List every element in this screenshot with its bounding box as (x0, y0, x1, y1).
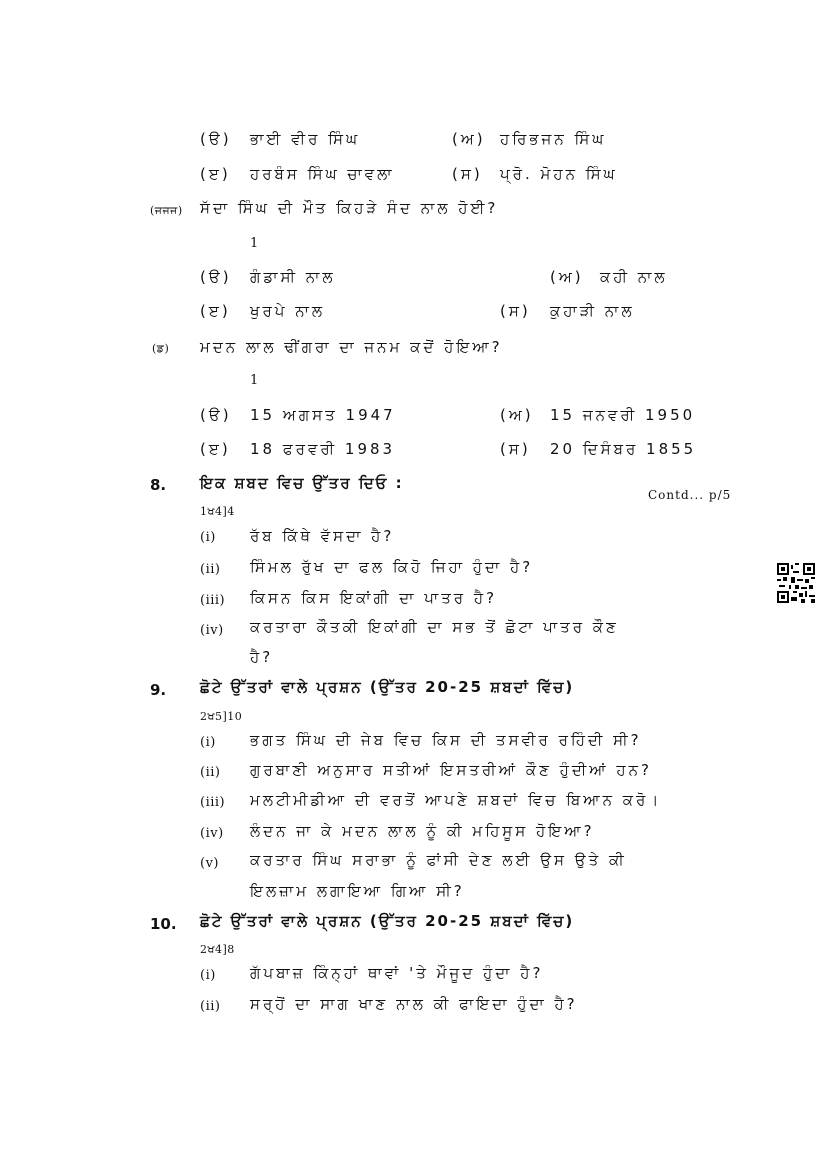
question-label: (ਜਜਜ) (150, 204, 183, 217)
item-text: ਸਿੰਮਲ ਰੁੱਖ ਦਾ ਫਲ ਕਿਹੋ ਜਿਹਾ ਹੁੰਦਾ ਹੈ? (250, 558, 534, 576)
option-marker: (ੳ) (200, 406, 232, 424)
item-label: (iii) (200, 593, 226, 608)
option-marker: (ੲ) (200, 440, 231, 458)
option-text: ਹਰਿਭਜਨ ਸਿੰਘ (500, 130, 607, 148)
item-text: ਕਰਤਾਰ ਸਿੰਘ ਸਰਾਭਾ ਨੂੰ ਫਾਂਸੀ ਦੇਣ ਲਈ ਉਸ ਉਤੇ ਕੀ (250, 851, 627, 869)
item-label: (i) (200, 530, 216, 545)
option-text: ਭਾਈ ਵੀਰ ਸਿੰਘ (250, 130, 361, 148)
option-marker: (ਅ) (500, 406, 534, 424)
item-label: (i) (200, 968, 216, 983)
item-text-continued: ਇਲਜ਼ਾਮ ਲਗਾਇਆ ਗਿਆ ਸੀ? (250, 882, 465, 900)
question-number: 9. (150, 681, 167, 699)
item-text: ਗੁਰਬਾਣੀ ਅਨੁਸਾਰ ਸਤੀਆਂ ਇਸਤਰੀਆਂ ਕੌਣ ਹੁੰਦੀਆਂ ਹਨ? (250, 761, 652, 779)
item-label: (iv) (200, 623, 224, 638)
option-text: 15 ਅਗਸਤ 1947 (250, 406, 396, 424)
option-text: 15 ਜਨਵਰੀ 1950 (550, 406, 696, 424)
section-heading: ਇਕ ਸ਼ਬਦ ਵਿਚ ਉੱਤਰ ਦਿਓ : (200, 474, 404, 492)
item-text: ਲੰਦਨ ਜਾ ਕੇ ਮਦਨ ਲਾਲ ਨੂੰ ਕੀ ਮਹਿਸੂਸ ਹੋਇਆ? (250, 822, 595, 840)
section-marks: 2ਖ5]10 (200, 710, 243, 723)
option-text: 18 ਫਰਵਰੀ 1983 (250, 440, 396, 458)
item-label: (iii) (200, 795, 226, 810)
question-marks: 1 (250, 236, 259, 251)
item-text: ਸਰ੍ਹੋਂ ਦਾ ਸਾਗ ਖਾਣ ਨਾਲ ਕੀ ਫਾਇਦਾ ਹੁੰਦਾ ਹੈ? (250, 995, 578, 1013)
item-label: (iv) (200, 826, 224, 841)
option-text: ਕਹੀ ਨਾਲ (600, 268, 668, 286)
option-text: ਗੰਡਾਸੀ ਨਾਲ (250, 268, 336, 286)
item-text: ਮਲਟੀਮੀਡੀਆ ਦੀ ਵਰਤੋਂ ਆਪਣੇ ਸ਼ਬਦਾਂ ਵਿਚ ਬਿਆਨ ਕਰੋ। (250, 791, 662, 809)
option-marker: (ਸ) (452, 165, 483, 183)
option-text: ਪ੍ਰੋ. ਮੋਹਨ ਸਿੰਘ (500, 165, 618, 183)
item-text: ਕਿਸਨ ਕਿਸ ਇਕਾਂਗੀ ਦਾ ਪਾਤਰ ਹੈ? (250, 589, 498, 607)
item-label: (i) (200, 735, 216, 750)
section-marks: 1ਖ4]4 (200, 505, 235, 518)
option-text: ਕੁਹਾੜੀ ਨਾਲ (550, 302, 635, 320)
qr-code-icon (777, 563, 815, 603)
option-marker: (ੳ) (200, 130, 232, 148)
option-marker: (ਅ) (452, 130, 486, 148)
option-marker: (ਸ) (500, 440, 531, 458)
question-marks: 1 (250, 373, 259, 388)
item-label: (ii) (200, 562, 221, 577)
section-heading: ਛੋਟੇ ਉੱਤਰਾਂ ਵਾਲੇ ਪ੍ਰਸ਼ਨ (ਉੱਤਰ 20-25 ਸ਼ਬਦਾਂ ਵਿੱਚ) (200, 678, 575, 696)
item-label: (v) (200, 856, 219, 871)
question-label: (ਡ) (152, 342, 170, 355)
question-number: 8. (150, 476, 167, 494)
item-text: ਭਗਤ ਸਿੰਘ ਦੀ ਜੇਬ ਵਿਚ ਕਿਸ ਦੀ ਤਸਵੀਰ ਰਹਿੰਦੀ ਸੀ? (250, 731, 642, 749)
item-text: ਗੱਪਬਾਜ਼ ਕਿੰਨ੍ਹਾਂ ਥਾਵਾਂ 'ਤੇ ਮੌਜੂਦ ਹੁੰਦਾ ਹੈ? (250, 964, 544, 982)
option-marker: (ਅ) (550, 268, 584, 286)
question-text: ਸੱਦਾ ਸਿੰਘ ਦੀ ਮੌਤ ਕਿਹੜੇ ਸੰਦ ਨਾਲ ਹੋਈ? (200, 199, 499, 217)
option-marker: (ੳ) (200, 268, 232, 286)
question-number: 10. (150, 915, 177, 933)
section-marks: 2ਖ4]8 (200, 943, 235, 956)
item-text: ਰੱਬ ਕਿੱਥੇ ਵੱਸਦਾ ਹੈ? (250, 527, 395, 545)
option-marker: (ੲ) (200, 302, 231, 320)
question-text: ਮਦਨ ਲਾਲ ਢੀਂਗਰਾ ਦਾ ਜਨਮ ਕਦੋਂ ਹੋਇਆ? (200, 338, 503, 356)
continued-note: Contd... p/5 (648, 488, 732, 502)
item-text: ਕਰਤਾਰਾ ਕੌਤਕੀ ਇਕਾਂਗੀ ਦਾ ਸਭ ਤੋਂ ਛੋਟਾ ਪਾਤਰ ਕੌਣ (250, 618, 619, 636)
option-marker: (ੲ) (200, 165, 231, 183)
item-label: (ii) (200, 765, 221, 780)
option-text: ਖੁਰਪੇ ਨਾਲ (250, 302, 326, 320)
option-text: ਹਰਬੰਸ ਸਿੰਘ ਚਾਵਲਾ (250, 165, 395, 183)
option-text: 20 ਦਿਸੰਬਰ 1855 (550, 440, 697, 458)
item-text-continued: ਹੈ? (250, 648, 274, 666)
item-label: (ii) (200, 999, 221, 1014)
option-marker: (ਸ) (500, 302, 531, 320)
section-heading: ਛੋਟੇ ਉੱਤਰਾਂ ਵਾਲੇ ਪ੍ਰਸ਼ਨ (ਉੱਤਰ 20-25 ਸ਼ਬਦਾਂ ਵਿੱਚ) (200, 912, 575, 930)
